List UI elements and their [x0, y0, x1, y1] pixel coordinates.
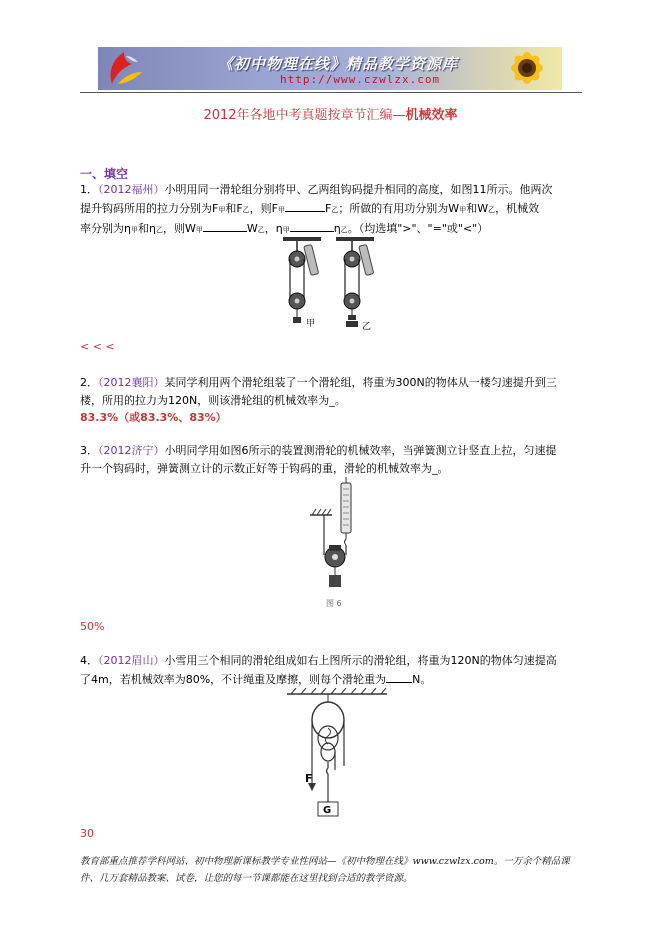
question-3 [80, 442, 580, 478]
question-number: 2． [80, 376, 98, 389]
header-rule [80, 92, 582, 93]
banner-title: 《初中物理在线》精品教学资源库 [218, 55, 459, 73]
question-text: 某同学利用两个滑轮组装了一个滑轮组，将重为300N的物体从一楼匀速提升到三 [164, 376, 557, 389]
figure-label-jia: 甲 [306, 319, 316, 329]
document-title-prefix: 2012年各地中考真题按章节汇编— [203, 108, 406, 123]
question-text: 小明用同一滑轮组分别将甲、乙两组钩码提升相同的高度，如图11所示。他两次 [164, 183, 553, 196]
pulley-figure-11 [280, 237, 380, 333]
force-label: F [305, 772, 313, 785]
question-text-line: 了4m，若机械效率为80%，不计绳重及摩擦，则每个滑轮重为 N。 [80, 670, 580, 689]
answer-blank [290, 219, 334, 232]
question-source: （2012福州） [98, 183, 165, 196]
pulley-figure-6 [308, 477, 368, 612]
document-title-topic: 机械效率 [405, 108, 458, 123]
question-number: 3． [80, 444, 98, 457]
figure-caption: 图 6 [326, 599, 342, 608]
question-2 [80, 374, 580, 410]
answer-blank [386, 670, 412, 683]
banner-url: http://www.czwlzx.com [280, 73, 441, 86]
figure-label-yi: 乙 [362, 322, 372, 332]
question-text-line: 提升钩码所用的拉力分别为F甲和F乙，则F甲 F乙；所做的有用功分别为W甲和W乙，机械效 [80, 199, 580, 219]
site-banner [98, 47, 562, 90]
answer-3: 50% [80, 620, 105, 633]
question-number: 4． [80, 654, 98, 667]
question-number: 1． [80, 183, 98, 196]
question-text-line: 率分别为η甲和η乙，则W甲 W乙，η甲 η乙。（均选填">"、"="或"<"） [80, 219, 580, 239]
answer-4: 30 [80, 827, 94, 840]
site-logo-icon [104, 50, 144, 87]
question-4 [80, 652, 580, 689]
pulley-block-figure [285, 688, 390, 823]
footer-line: 教育部重点推荐学科网站、初中物理新课标教学专业性网站—《初中物理在线》www.czwlzx.com。一万余个精品课 [80, 856, 570, 867]
question-source: （2012眉山） [98, 654, 165, 667]
sunflower-icon [496, 47, 558, 90]
page-footer [80, 853, 585, 887]
footer-line: 件、几万套精品教案、试卷，让您的每一节课都能在这里找到合适的教学资源。 [80, 873, 413, 884]
question-text: 小雪用三个相同的滑轮组成如右上图所示的滑轮组，将重为120N的物体匀速提高 [164, 654, 557, 667]
answer-2: 83.3%（或83.3%、83%） [80, 411, 227, 424]
answer-1: < < < [80, 340, 115, 353]
question-1 [80, 181, 580, 239]
weight-label: G [323, 805, 332, 816]
answer-blank [285, 199, 325, 212]
question-source: （2012襄阳） [98, 376, 165, 389]
question-text-line: 楼，所用的拉力为120N，则该滑轮组的机械效率为_。 [80, 394, 346, 407]
question-source: （2012济宁） [98, 444, 165, 457]
document-title [0, 104, 661, 123]
question-text-line: 升一个钩码时，弹簧测立计的示数正好等于钩码的重，滑轮的机械效率为_。 [80, 462, 449, 475]
section-heading: 一、填空 [80, 167, 129, 181]
question-text: 小明同学用如图6所示的装置测滑轮的机械效率，当弹簧测立计竖直上拉，匀速提 [164, 444, 557, 457]
answer-blank [203, 219, 247, 232]
